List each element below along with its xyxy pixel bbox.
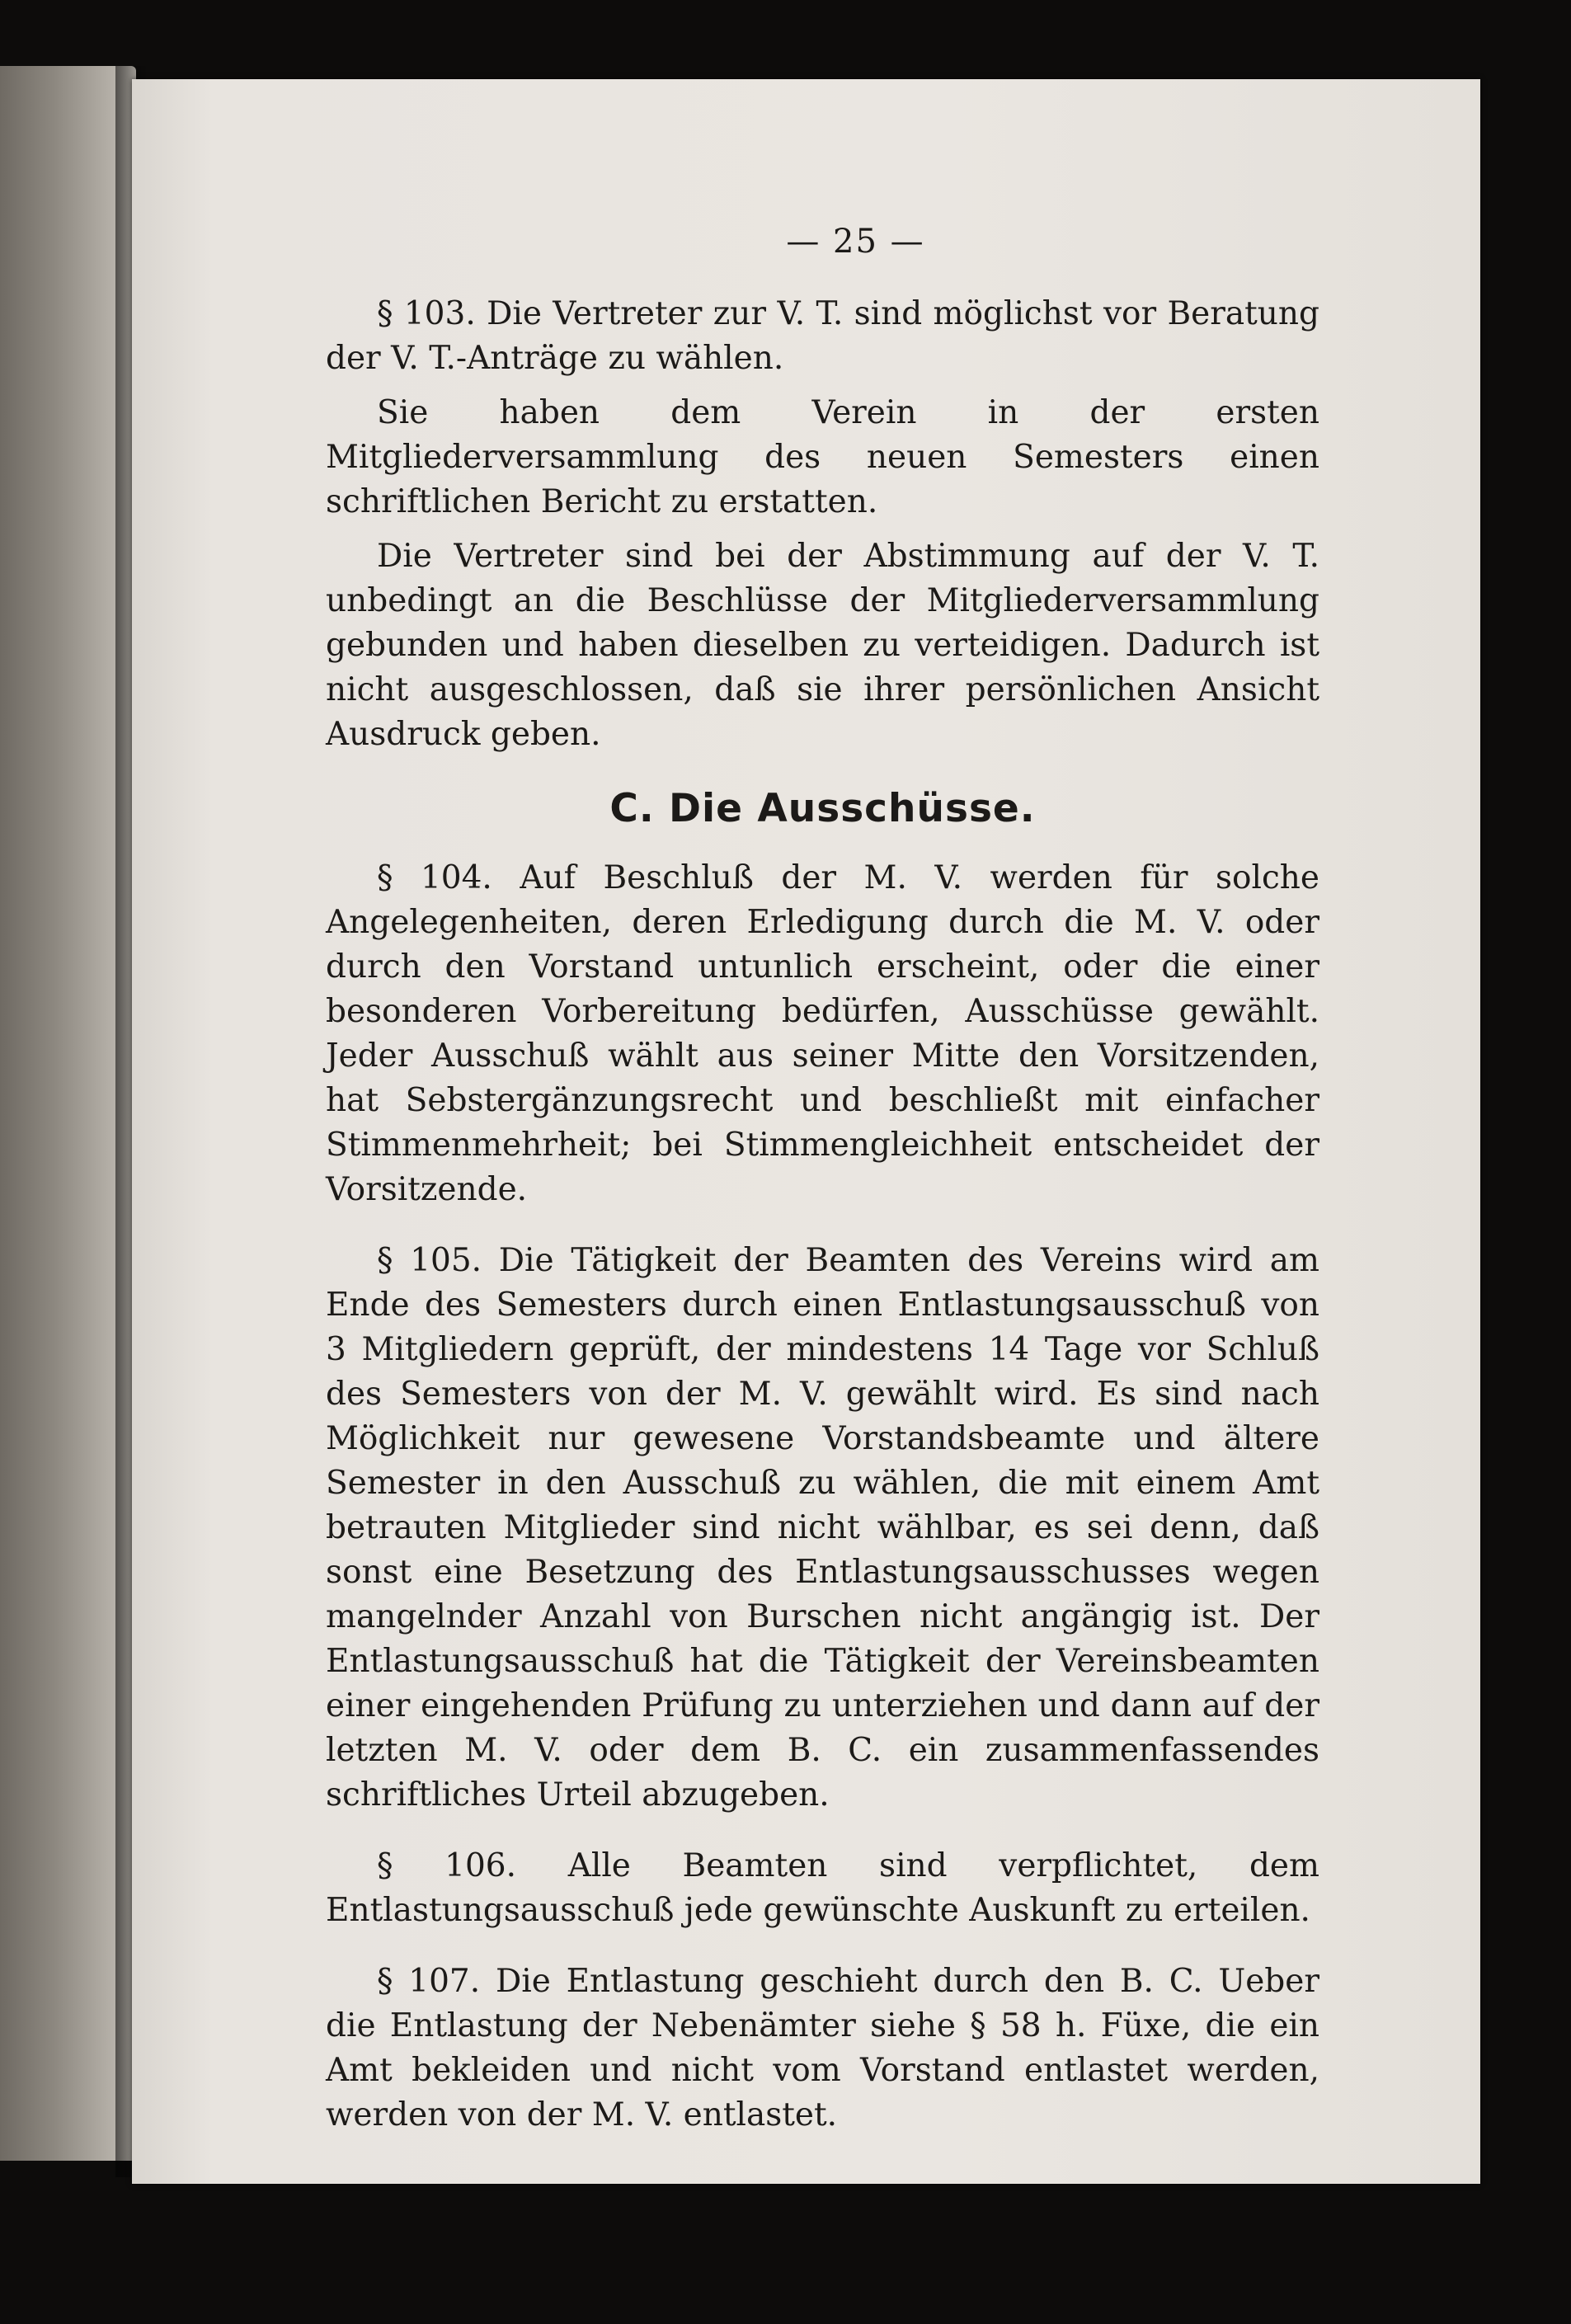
paragraph-text: Alle Beamten sind verpflichtet, dem Entlastungsausschuß jede gewünschte Auskunft zu erteilen. <box>326 1847 1319 1929</box>
spacer <box>326 1828 1319 1844</box>
paragraph-text: Die Vertreter zur V. T. sind möglichst vor Beratung der V. T.-Anträge zu wählen. <box>326 295 1319 377</box>
paragraph-text: Auf Beschluß der M. V. werden für solche Angelegenheiten, deren Erledigung durch die M. V. oder durch den Vorstand untunlich erscheint, oder die einer besonderen Vorbereitung bedürfen, Ausschüsse gewählt. Jeder Ausschuß wählt aus seiner Mitte den Vorsitzenden, hat Sebstergänzungsrecht und beschließt mit einfacher Stimmenmehrheit; bei Stimmengleichheit entscheidet der Vorsitzende. <box>326 859 1319 1208</box>
spacer <box>326 1222 1319 1239</box>
spacer <box>326 1943 1319 1959</box>
section-number: § 107. <box>377 1963 481 2000</box>
paragraph-103 <box>326 292 1319 381</box>
paragraph-text: Sie haben dem Verein in der ersten Mitgliederversammlung des neuen Semesters einen schriftlichen Bericht zu erstatten. <box>326 394 1319 520</box>
section-number: § 104. <box>377 859 492 896</box>
section-number: § 106. <box>377 1847 517 1884</box>
paragraph-103-report <box>326 391 1319 525</box>
paragraph-105 <box>326 1239 1319 1818</box>
paragraph-107 <box>326 1959 1319 2138</box>
page-number: — 25 — <box>786 223 925 261</box>
paragraph-text: Die Entlastung geschieht durch den B. C. Ueber die Entlastung der Nebenämter siehe § 58 h. Füxe, die ein Amt bekleiden und nicht vom Vorstand entlastet werden, werden von der M. V. entlastet. <box>326 1963 1319 2133</box>
section-heading: C. Die Ausschüsse. <box>609 786 1036 831</box>
section-number: § 105. <box>377 1242 482 1279</box>
paragraph-106 <box>326 1844 1319 1933</box>
page-content <box>326 219 1319 2148</box>
section-number: § 103. <box>377 295 476 332</box>
paragraph-text: Die Vertreter sind bei der Abstimmung auf der V. T. unbedingt an die Beschlüsse der Mitgliederversammlung gebunden und haben dieselben zu verteidigen. Dadurch ist nicht ausgeschlossen, daß sie ihrer persönlichen Ansicht Ausdruck geben. <box>326 538 1319 753</box>
paragraph-104 <box>326 856 1319 1212</box>
book-page <box>132 79 1480 2184</box>
paragraph-103-vote <box>326 534 1319 757</box>
paragraph-text: Die Tätigkeit der Beamten des Vereins wird am Ende des Semesters durch einen Entlastungsausschuß von 3 Mitgliedern geprüft, der mindestens 14 Tage vor Schluß des Semesters von der M. V. gewählt wird. Es sind nach Möglichkeit nur gewesene Vorstandsbeamte und ältere Semester in den Ausschuß zu wählen, die mit einem Amt betrauten Mitglieder sind nicht wählbar, es sei denn, daß sonst eine Besetzung des Entlastungsausschusses wegen mangelnder Anzahl von Burschen nicht angängig ist. Der Entlastungsausschuß hat die Tätigkeit der Vereinsbeamten einer eingehenden Prüfung zu unterziehen und dann auf der letzten M. V. oder dem B. C. ein zusammenfassendes schriftliches Urteil abzugeben. <box>326 1242 1319 1814</box>
